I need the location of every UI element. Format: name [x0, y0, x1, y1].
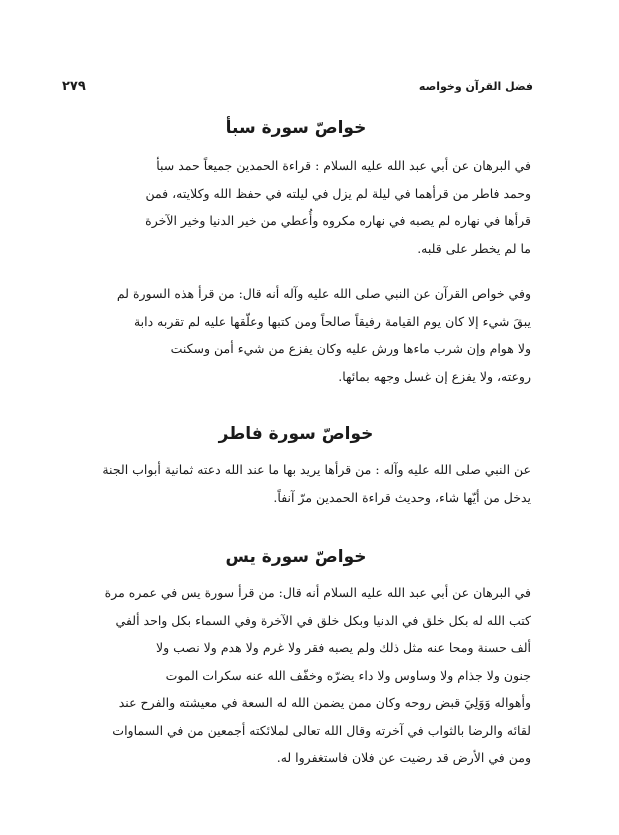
text-line: كتب الله له بكل خلق في الدنيا وبكل خلق في الآخرة وفي السماء بكل واحد ألفي: [115, 612, 531, 628]
text-line: ألف حسنة ومحا عنه مثل ذلك ولم يصبه فقر ولا غرم ولا هدم ولا نصب ولا: [155, 640, 531, 655]
section-heading-yasin: خواصّ سورة يس: [225, 547, 367, 567]
text-line: جنون ولا جذام ولا وساوس ولا داء يضرّه وخفّف الله عنه سكرات الموت: [165, 667, 531, 683]
page-body: [61, 118, 531, 772]
page-number: ٢٧٩: [62, 78, 86, 94]
running-title: فضل القرآن وخواصه: [418, 79, 533, 93]
text-line: يدخل من أيّها شاء، وحديث قراءة الحمدين مرّ آنفاً.: [273, 489, 531, 505]
text-line: في البرهان عن أبي عبد الله عليه السلام أنه قال: من قرأ سورة يس في عمره مرة: [104, 585, 531, 600]
text-line: في البرهان عن أبي عبد الله عليه السلام : قراءة الحمدين جميعاً حمد سبأ: [156, 158, 531, 173]
text-line: لقائه والرضا بالثواب في آخرته وقال الله تعالى لملائكته أجمعين من في السماوات: [112, 722, 531, 738]
section-heading-saba: خواصّ سورة سبأ: [225, 118, 367, 138]
text-line: وأهواله وَوَلِيَ قبض روحه وكان ممن يضمن الله له السعة في معيشته والفرح عند: [118, 695, 531, 710]
section-heading-fatir: خواصّ سورة فاطر: [218, 424, 374, 444]
text-line: ما لم يخطر على قلبه.: [417, 240, 531, 256]
text-line: ومن في الأرض قد رضيت عن فلان فاستغفروا له.: [276, 750, 531, 765]
text-line: وفي خواص القرآن عن النبي صلى الله عليه وآله أنه قال: من قرأ هذه السورة لم: [116, 286, 531, 301]
paragraph-yasin-1: [61, 579, 531, 772]
text-line: قرأها في نهاره لم يصبه في نهاره مكروه وأُعطي من خير الدنيا وخير الآخرة: [145, 213, 531, 228]
text-line: روعته، ولا يفزع إن غسل وجهه بمائها.: [338, 368, 531, 384]
text-line: عن النبي صلى الله عليه وآله : من قرأها يريد بها ما عند الله دعته ثمانية أبواب الجنة: [102, 462, 531, 477]
text-line: يبقَ شيء إلا كان يوم القيامة رفيقاً صالحاً ومن كتبها وعلّقها عليه لم تقربه دابة: [133, 313, 531, 329]
text-line: ولا هوام وإن شرب ماءها ورش عليه وكان يفزع من شيء أمن وسكنت: [170, 341, 531, 356]
paragraph-fatir-1: [61, 456, 531, 511]
text-line: وحمد فاطر من قرأهما في ليلة لم يزل في ليلته في حفظ الله وكلايته، فمن: [145, 185, 531, 201]
paragraph-saba-1: [61, 152, 531, 262]
running-header: [62, 76, 533, 96]
paragraph-saba-2: [61, 280, 531, 390]
